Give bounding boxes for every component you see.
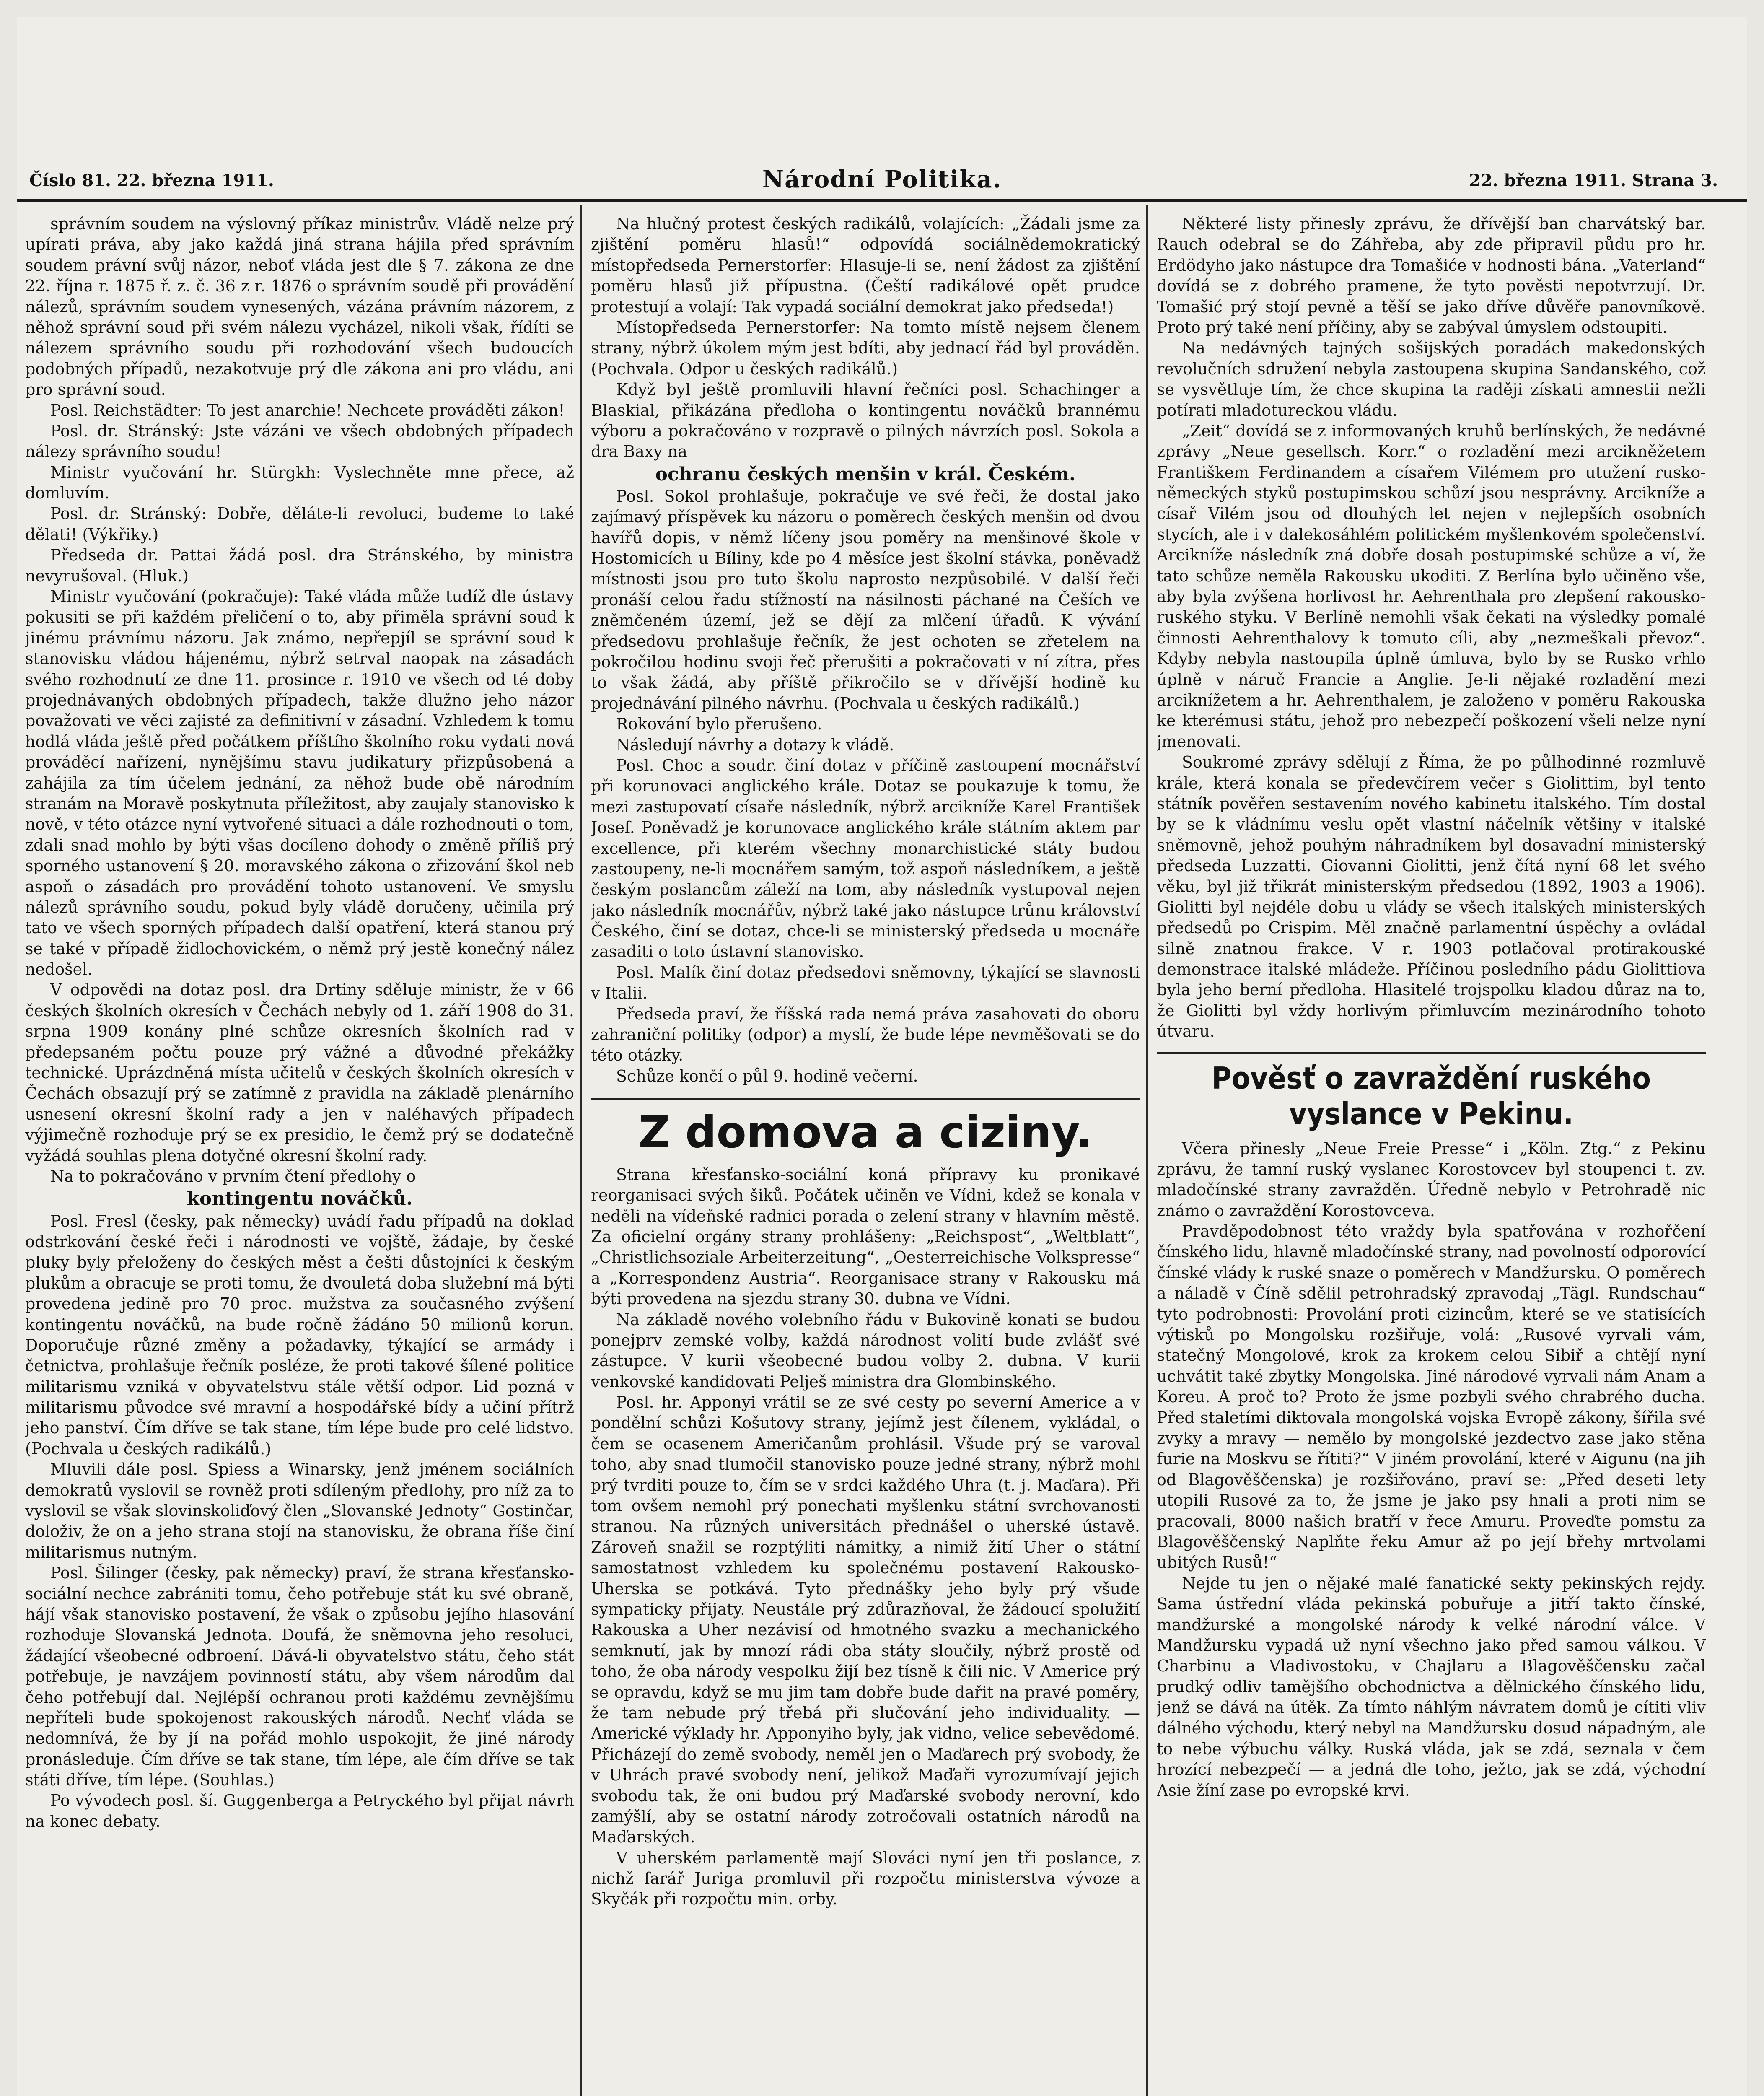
paragraph: Na základě nového volebního řádu v Bukovině konati se budou ponejprv zemské volby, každá národnost volití bude zvlášť své zástupce. V kurii všeobecné budou volby 2. dubna. V kurii venkovské kandidovati Pelješ ministra dra Glombinského. <box>591 1310 1140 1391</box>
paragraph: Když byl ještě promluvili hlavní řečníci posl. Schachinger a Blaskial, přikázána předloha o kontingentu nováčků brannému výboru a pokračováno v rozpravě o pilných návrzích posl. Sokola a dra Baxy na <box>591 380 1140 461</box>
column-rule <box>580 205 582 2096</box>
paragraph: správním soudem na výslovný příkaz ministrův. Vládě nelze prý upírati práva, aby jako každá jiná strana hájila před správním soudem právní svůj názor, neboť vláda jest dle § 7. zákona ze dne 22. října r. 1875 ř. z. č. 36 z r. 1876 o správním soudě při provádění nálezů, správním soudem vynesených, vázána právním názorem, z něhož správní soud při svém nálezu vycházel, nikoli však, řídíti se nálezem správního soudu při rozhodování všech budoucích podobných případů, nezakotvuje prý dle zákona ani pro vládu, ani pro správní soud. <box>25 215 574 399</box>
paragraph: Následují návrhy a dotazy k vládě. <box>616 735 894 754</box>
paragraph: Ministr vyučování (pokračuje): Také vláda může tudíž dle ústavy pokusiti se při každém přeličení o to, aby přiměla správní soud k jinému právnímu názoru. Jak známo, nepřepjíl se správní soud k stanovisku vládou hájenému, nýbrž setrval naopak na zásadách svého rozhodnutí ze dne 11. prosince r. 1910 ve všech od té doby projednávaných obdobných případech, takže dlužno jeho názor považovati ve věci zajisté za definitivní v zásadní. Vzhledem k tomu hodlá vláda ještě před počátkem příštího školního roku vydati nová prováděcí nařízení, nynějšímu stavu judikatury přizpůsobená a zahájila za tím účelem jednání, za něhož bude obě národním stranám na Moravě poskytnuta příležitost, aby zaujaly stanovisko k nově, v této otázce nyní vytvořené situaci a dále rozhodnouti o tom, zdali snad mohlo by býti všas docíleno dohody o změně příliš prý sporného ustanovení § 20. moravského zákona o zřizování škol neb aspoň o zásadách pro provádění tohoto ustanovení. Ve smyslu nálezů správního soudu, pokud byly vládě doručeny, učinila prý tato ve všech sporných případech další opatření, která stanou prý se také v případě židlochovickém, o němž prý jestě konečný nález nedošel. <box>25 587 574 979</box>
newspaper-page <box>17 17 1747 2096</box>
column-2 <box>591 214 1140 2096</box>
issue-number-date: Číslo 81. 22. března 1911. <box>29 171 274 190</box>
date-page-number: 22. března 1911. Strana 3. <box>1469 171 1718 190</box>
paragraph: Posl. Šilinger (česky, pak německy) praví, že strana křesťansko-sociální nechce zabrániti tomu, čeho potřebuje stát ku své obraně, hájí však stanovisko postavení, že však o způsobu jejího hlasování rozhoduje Slovanská Jednota. Doufá, že sněmovna jeho resoluci, žádající všeobecné odbroení. Dává-li obyvatelstvo státu, čeho stát potřebuje, je navzájem povinností státu, aby všem národům dal čeho potřebují dal. Nejlépší ochranou proti každému zevnějšímu nepříteli bude spokojenost rakouských národů. Nechť vláda se nedomnívá, že by jí na pořád mohlo uspokojit, že jiné národy pronásleduje. Čím dříve se tak stane, tím lépe, ale čím dříve se tak státi dříve, tím lépe. (Souhlas.) <box>25 1564 574 1790</box>
paragraph: Na hlučný protest českých radikálů, volajících: „Žádali jsme za zjištění poměru hlasů!“ odpovídá sociálnědemokratický místopředseda Pernerstorfer: Hlasuje-li se, není žádost za zjištění poměru hlasů již přípustna. (Čeští radikálové opět prudce protestují a volají: Tak vypadá sociální demokrat jako předseda!) <box>591 215 1140 316</box>
paragraph: Mluvili dále posl. Spiess a Winarsky, jenž jménem sociálních demokratů vyslovil se rovněž proti sdíleným předlohy, pro níž za to vyslovil se však slovinskoliďový člen „Slovanské Jednoty“ Gostinčar, doloživ, že on a jeho strana stojí na stanovisku, že obrana říše činí militarismus nutným. <box>25 1460 574 1562</box>
paragraph: Posl. Choc a soudr. činí dotaz v příčině zastoupení mocnářství při korunovaci anglického krále. Dotaz se poukazuje k tomu, že mezi zastupovatí císaře následník, nýbrž arcikníže Karel František Josef. Poněvadž je korunovace anglického krále státním aktem par excellence, při kterém všechny monarchistické státy budou zastoupeny, ne-li mocnářem samým, tož aspoň následníkem, a ještě českým poslancům záleží na tom, aby následník vystupoval nejen jako následník mocnářův, nýbrž také jako nástupce trůnu království Českého, činí se dotaz, chce-li se ministerský předseda u mocnáře zasaditi o toto ústavní stanovisko. <box>591 756 1140 961</box>
paragraph: Posl. Malík činí dotaz předsedovi sněmovny, týkající se slavnosti v Italii. <box>591 963 1140 1003</box>
paragraph: Rokování bylo přerušeno. <box>616 715 822 734</box>
paragraph: Posl. dr. Stránský: Dobře, děláte-li revoluci, budeme to také dělati! (Výkřiky.) <box>25 504 574 544</box>
paragraph: Na nedávných tajných sošijských poradách makedonských revolučních sdružení nebyla zastoupena skupina Sandanského, což se vysvětluje tím, že chce skupina ta raději získati amnestii nežli potírati mladotureckou vládu. <box>1157 339 1706 420</box>
paragraph: Strana křesťansko-sociální koná přípravy ku pronikavé reorganisaci svých šiků. Počátek učiněn ve Vídni, kdež se konala v neděli na vídeňské radnici porada o zelení strany v hlavním městě. Za oficielní orgány strany prohlášeny: „Reichspost“, „Weltblatt“, „Christlichsoziale Arbeiterzeitung“, „Oesterreichische Volkspresse“ a „Korrespondenz Austria“. Reorganisace strany v Rakousku má býti provedena na sjezdu strany 30. dubna ve Vídni. <box>591 1165 1140 1308</box>
column-1 <box>25 214 574 2096</box>
paragraph: V uherském parlamentě mají Slováci nyní jen tři poslance, z nichž farář Juriga promluvil při rozpočtu ministerstva vývoze a Skyčák při rozpočtu min. orby. <box>591 1848 1140 1909</box>
paragraph: Některé listy přinesly zprávu, že dřívější ban charvátský bar. Rauch odebral se do Záhřeba, aby zde připravil půdu pro hr. Erdödyho jako nástupce dra Tomašiće v hodnosti bána. „Vaterland“ dovídá se z dobrého pramene, že tyto pověsti nepotvrzují. Dr. Tomašić prý stojí pevně a těší se jako dříve důvěře panovníkově. Proto prý také není příčiny, aby se zabýval úmyslem odstoupiti. <box>1157 215 1706 337</box>
paragraph: Na to pokračováno v prvním čtení předlohy o <box>50 1167 416 1185</box>
paragraph: Místopředseda Pernerstorfer: Na tomto místě nejsem členem strany, nýbrž úkolem mým jest bdíti, aby jednací řád byl prováděn. (Pochvala. Odpor u českých radikálů.) <box>591 318 1140 378</box>
paragraph: Posl. Sokol prohlašuje, pokračuje ve své řeči, že dostal jako zajímavý příspěvek ku názoru o poměrech českých menšin od dvou havířů dopis, v němž líčeny jsou poměry na menšinové škole v Hostomicích u Bíliny, kde po 4 měsíce jest školní stávka, poněvadž místnosti jsou pro tuto školu naprosto nezpůsobilé. V další řeči pronáší celou řadu stížností na násilnosti páchané na Češích ve zněmčeném území, jež se dějí za mlčení úřadů. K vývání předsedovu prohlašuje řečník, že jest ochoten se zřetelem na pokročilou hodinu svoji řeč přerušiti a pokračovati v ní zítra, přes to však žádá, aby příště přikročilo se v dřívější hodině ku projednávání pilného návrhu. (Pochvala u českých radikálů.) <box>591 487 1140 713</box>
section-subheading: ochranu českých menšin v král. Českém. <box>655 463 1076 485</box>
paragraph: V odpovědi na dotaz posl. dra Drtiny sděluje ministr, že v 66 českých školních okresích v Čechách nebyly od 1. září 1908 do 31. srpna 1909 konány plné schůze okresních školních rad v předepsaném počtu pouze prý vážné a důvodné překážky technické. Uprázdněná místa učitelů v českých školních okresích v Čechách obsazují prý se zatímně z pravidla na základě plenárního usnesení okresní školní rady a jen v naléhavých případech výjimečně rozhoduje prý se ex presidio, le čemž prý se dodatečně vyžádá souhlas plena dotyčné okresní školní rady. <box>25 981 574 1165</box>
paragraph: Předseda praví, že říšská rada nemá práva zasahovati do oboru zahraniční politiky (odpor) a myslí, že bude lépe nevměšovati se do této otázky. <box>591 1004 1140 1065</box>
paragraph: Pravděpodobnost této vraždy byla spatřována v rozhořčení čínského lidu, hlavně mladočínské strany, nad povolností odporovící čínské vlády k ruské snaze o poměrech v Mandžursku. O poměrech a náladě v Číně sdělil petrohradský zpravodaj „Tägl. Rundschau“ tyto podrobnosti: Provolání proti cizincům, které se ve statisících výtisků po Mongolsku rozšiřuje, volá: „Rusové vyrvali vám, statečný Mongolové, krok za krokem celou Sibiř a chtějí nyní uchvátit také zbytky Mongolska. Jiné národové vyrvali nám Anam a Koreu. A proč to? Proto že jsme pozbyli svého chrabrého ducha. Před staletími diktovala mongolská vojska Evropě zákony, šířila své zvyky a mravy — nemělo by mongolské jezdectvo zase jako stěna furie na Moskvu se řítiti?“ V jiném provolání, které v Aigunu (na jih od Blagověščenska) je rozšiřováno, praví se: „Před deseti lety utopili Rusové za to, že jsme je jako psy hnali a proti nim se pracovali, 8000 našich bratří v řece Amuru. Proveďte pomstu za Blagověščenský Naplňte řeku Amur až po její břehy mrtvolami ubitých Rusů!“ <box>1157 1222 1706 1572</box>
paragraph: Posl. Reichstädter: To jest anarchie! Nechcete prováděti zákon! <box>50 401 565 420</box>
article-headline: Pověsť o zavraždění ruského vyslance v Pekinu. <box>1157 1052 1706 1132</box>
column-rule <box>1146 205 1148 2096</box>
masthead-title: Národní Politika. <box>762 166 1002 193</box>
page-header <box>17 166 1747 202</box>
paragraph: Soukromé zprávy sdělují z Říma, že po půlhodinné rozmluvě krále, která konala se předevčírem večer s Giolittim, byl tento státník pověřen sestavením nového kabinetu italského. Tím dostal by se k vládnímu veslu opět vlastní náčelník většiny v italské sněmovně, jehož pouhým náhradníkem byl dosavadní ministerský předseda Luzzatti. Giovanni Giolitti, jenž čítá nyní 68 let svého věku, byl již třikrát ministerským předsedou (1892, 1903 a 1906). Giolitti byl nejdéle dobu u vlády se všech italských ministerských předsedů po Crispim. Měl značně parlamentní úspěchy a ovládal silně znatnou frakce. V r. 1903 potlačoval protirakouské demonstrace italské mládeže. Příčinou posledního pádu Giolittiova byla jeho berní předloha. Hlasitelé trojspolku kladou důraz na to, že Giolitti byl vždy horlivým přimluvcím mezinárodního tohoto útvaru. <box>1157 753 1706 1041</box>
paragraph: Posl. hr. Apponyi vrátil se ze své cesty po severní Americe a v pondělní schůzi Košutovy strany, jejímž jest čílenem, vykládal, o čem se ocasenem Američanům prohlásil. Všude prý se varoval toho, aby snad tlumočil stanovisko pouze jedné strany, nýbrž mohl prý tvrditi pouze to, čím se v srdci každého Uhra (t. j. Maďara). Při tom ovšem nemohl prý ponechati myšlenku státní svrchovanosti stranou. Na různých universitách přednášel o uherské ústavě. Zároveň snažil se rozptýliti námitky, a nimiž žití Uher o státní samostatnost vzhledem ku společnému postavení Rakousko-Uherska se potkává. Tyto přednášky jeho byly prý všude sympaticky přijaty. Neustále prý zdůrazňoval, že žádoucí spolužití Rakouska a Uher nezávisí od hmotného svazku a mechanického semknutí, jak by mnozí rádi oba státy sloučily, nýbrž prostě od toho, že oba národy vespolku žijí bez tísně k čili nic. V Americe prý se opravdu, když se mu jim tam dobře bude dařit na pravé poměry, že tam nebude prý třebá při slučování jeho individuality. — Americké výklady hr. Apponyiho byly, jak vidno, velice sebevědomé. Přicházejí do země svobody, neměl jen o Maďarech prý svobody, že v Uhrách pravé svobody není, jelikož Maďaři vyrozumívají jejich svobodu tak, že oni budou prý Maďarské svobody nerovní, kdo zamýšlí, aby se ostatní národy zotročovali ostatních národů na Maďarských. <box>591 1393 1140 1847</box>
paragraph: Nejde tu jen o nějaké malé fanatické sekty pekinských rejdy. Sama ústřední vláda pekinská pobuřuje a jitří takto čínské, mandžurské a mongolské národy k velké národní válce. V Mandžursku vypadá už nyní všechno jako před samou válkou. V Charbinu a Vladivostoku, v Chajlaru a Blagověščensku začal prudký odliv tamějšího obchodnictva a dělnického čínského lidu, jenž se dává na útěk. Za tímto náhlým návratem domů je cítiti vliv dálného východu, který nebyl na Mandžursku dosud nápadným, ale to nebe výbuchu války. Ruská vláda, jak se zdá, seznala v čem hrozící nebezpečí — a jedná dle toho, ježto, jak se zdá, východní Asie žíní zase po evropské krvi. <box>1157 1574 1706 1800</box>
paragraph: Posl. dr. Stránský: Jste vázáni ve všech obdobných případech nálezy správního soudu! <box>25 421 574 461</box>
paragraph: Schůze končí o půl 9. hodině večerní. <box>616 1066 918 1085</box>
paragraph: Po vývodech posl. ší. Guggenberga a Petryckého byl přijat návrh na konec debaty. <box>25 1791 574 1831</box>
paragraph: Včera přinesly „Neue Freie Presse“ i „Köln. Ztg.“ z Pekinu zprávu, že tamní ruský vyslanec Korostovcev byl stoupenci t. zv. mladočínské strany zavražděn. Úředně nebylo v Petrohradě nic známo o zavraždění Korostovceva. <box>1157 1139 1706 1220</box>
paragraph: Předseda dr. Pattai žádá posl. dra Stránského, by ministra nevyrušoval. (Hluk.) <box>25 546 574 585</box>
paragraph: Posl. Fresl (česky, pak německy) uvádí řadu případů na doklad odstrkování české řeči i národnosti ve vojště, žádaje, by české pluky byly přeloženy do českých měst a češti důstojníci k českým plukům a obracuje se proti tomu, že dvouletá doba služební má býti provedena jedině pro 70 proc. mužstva za současného zvýšení kontingentu nováčků, na bude ročně žádáno 50 milionů korun. Doporučuje různé změny a požadavky, týkající se armády i četnictva, prohlašuje řečník posléze, že proti takové šílené politice militarismu vzniká v obyvatelstvu stále větší odpor. Lid pozná v militarismu původce své mravní a hospodářské bídy a učiní přítrž jeho panství. Čím dříve se tak stane, tím lépe bude pro celé lidstvo. (Pochvala u českých radikálů.) <box>25 1211 574 1458</box>
paragraph: Ministr vyučování hr. Stürgkh: Vyslechněte mne přece, až domluvím. <box>25 463 574 503</box>
section-headline: Z domova a ciziny. <box>591 1098 1140 1158</box>
column-3 <box>1157 214 1706 2096</box>
paragraph: „Zeit“ dovídá se z informovaných kruhů berlínských, že nedávné zprávy „Neue gesellsch. Korr.“ o rozladění mezi arcikněžetem Františkem Ferdinandem a císařem Vilémem pro utužení rusko-německých styků postupimskou schůzí jsou nesprávny. Arcikníže a císař Vilém jsou od dlouhých let nejen v nejlepších osobních stycích, ale i v dalekosáhlém politickém myšlenkovém společenství. Arcikníže následník zná dobře dosah postupimské schůze a ví, že tato schůze neměla Rakousku ukoditi. Z Berlína bylo učiněno vše, aby byla zvýšena horlivost hr. Aehrenthala pro zlepšení rakousko-ruského styku. V Berlíně nemohli však čekati na výsledky pomalé činnosti Aehrenthalovy k tomuto cíli, aby „nezmeškali převoz“. Kdyby nebyla nastoupila úplně úmluva, bylo by se Rusko vrhlo úplně v náruč Francie a Anglie. Je-li nějaké rozladění mezi arciknížetem a hr. Aehrenthalem, je založeno v poměru Rakouska ke kterémusi státu, jehož pro nebezpečí poškození všeli nelze nyní jmenovati. <box>1157 421 1706 751</box>
section-subheading: kontingentu nováčků. <box>187 1188 413 1210</box>
